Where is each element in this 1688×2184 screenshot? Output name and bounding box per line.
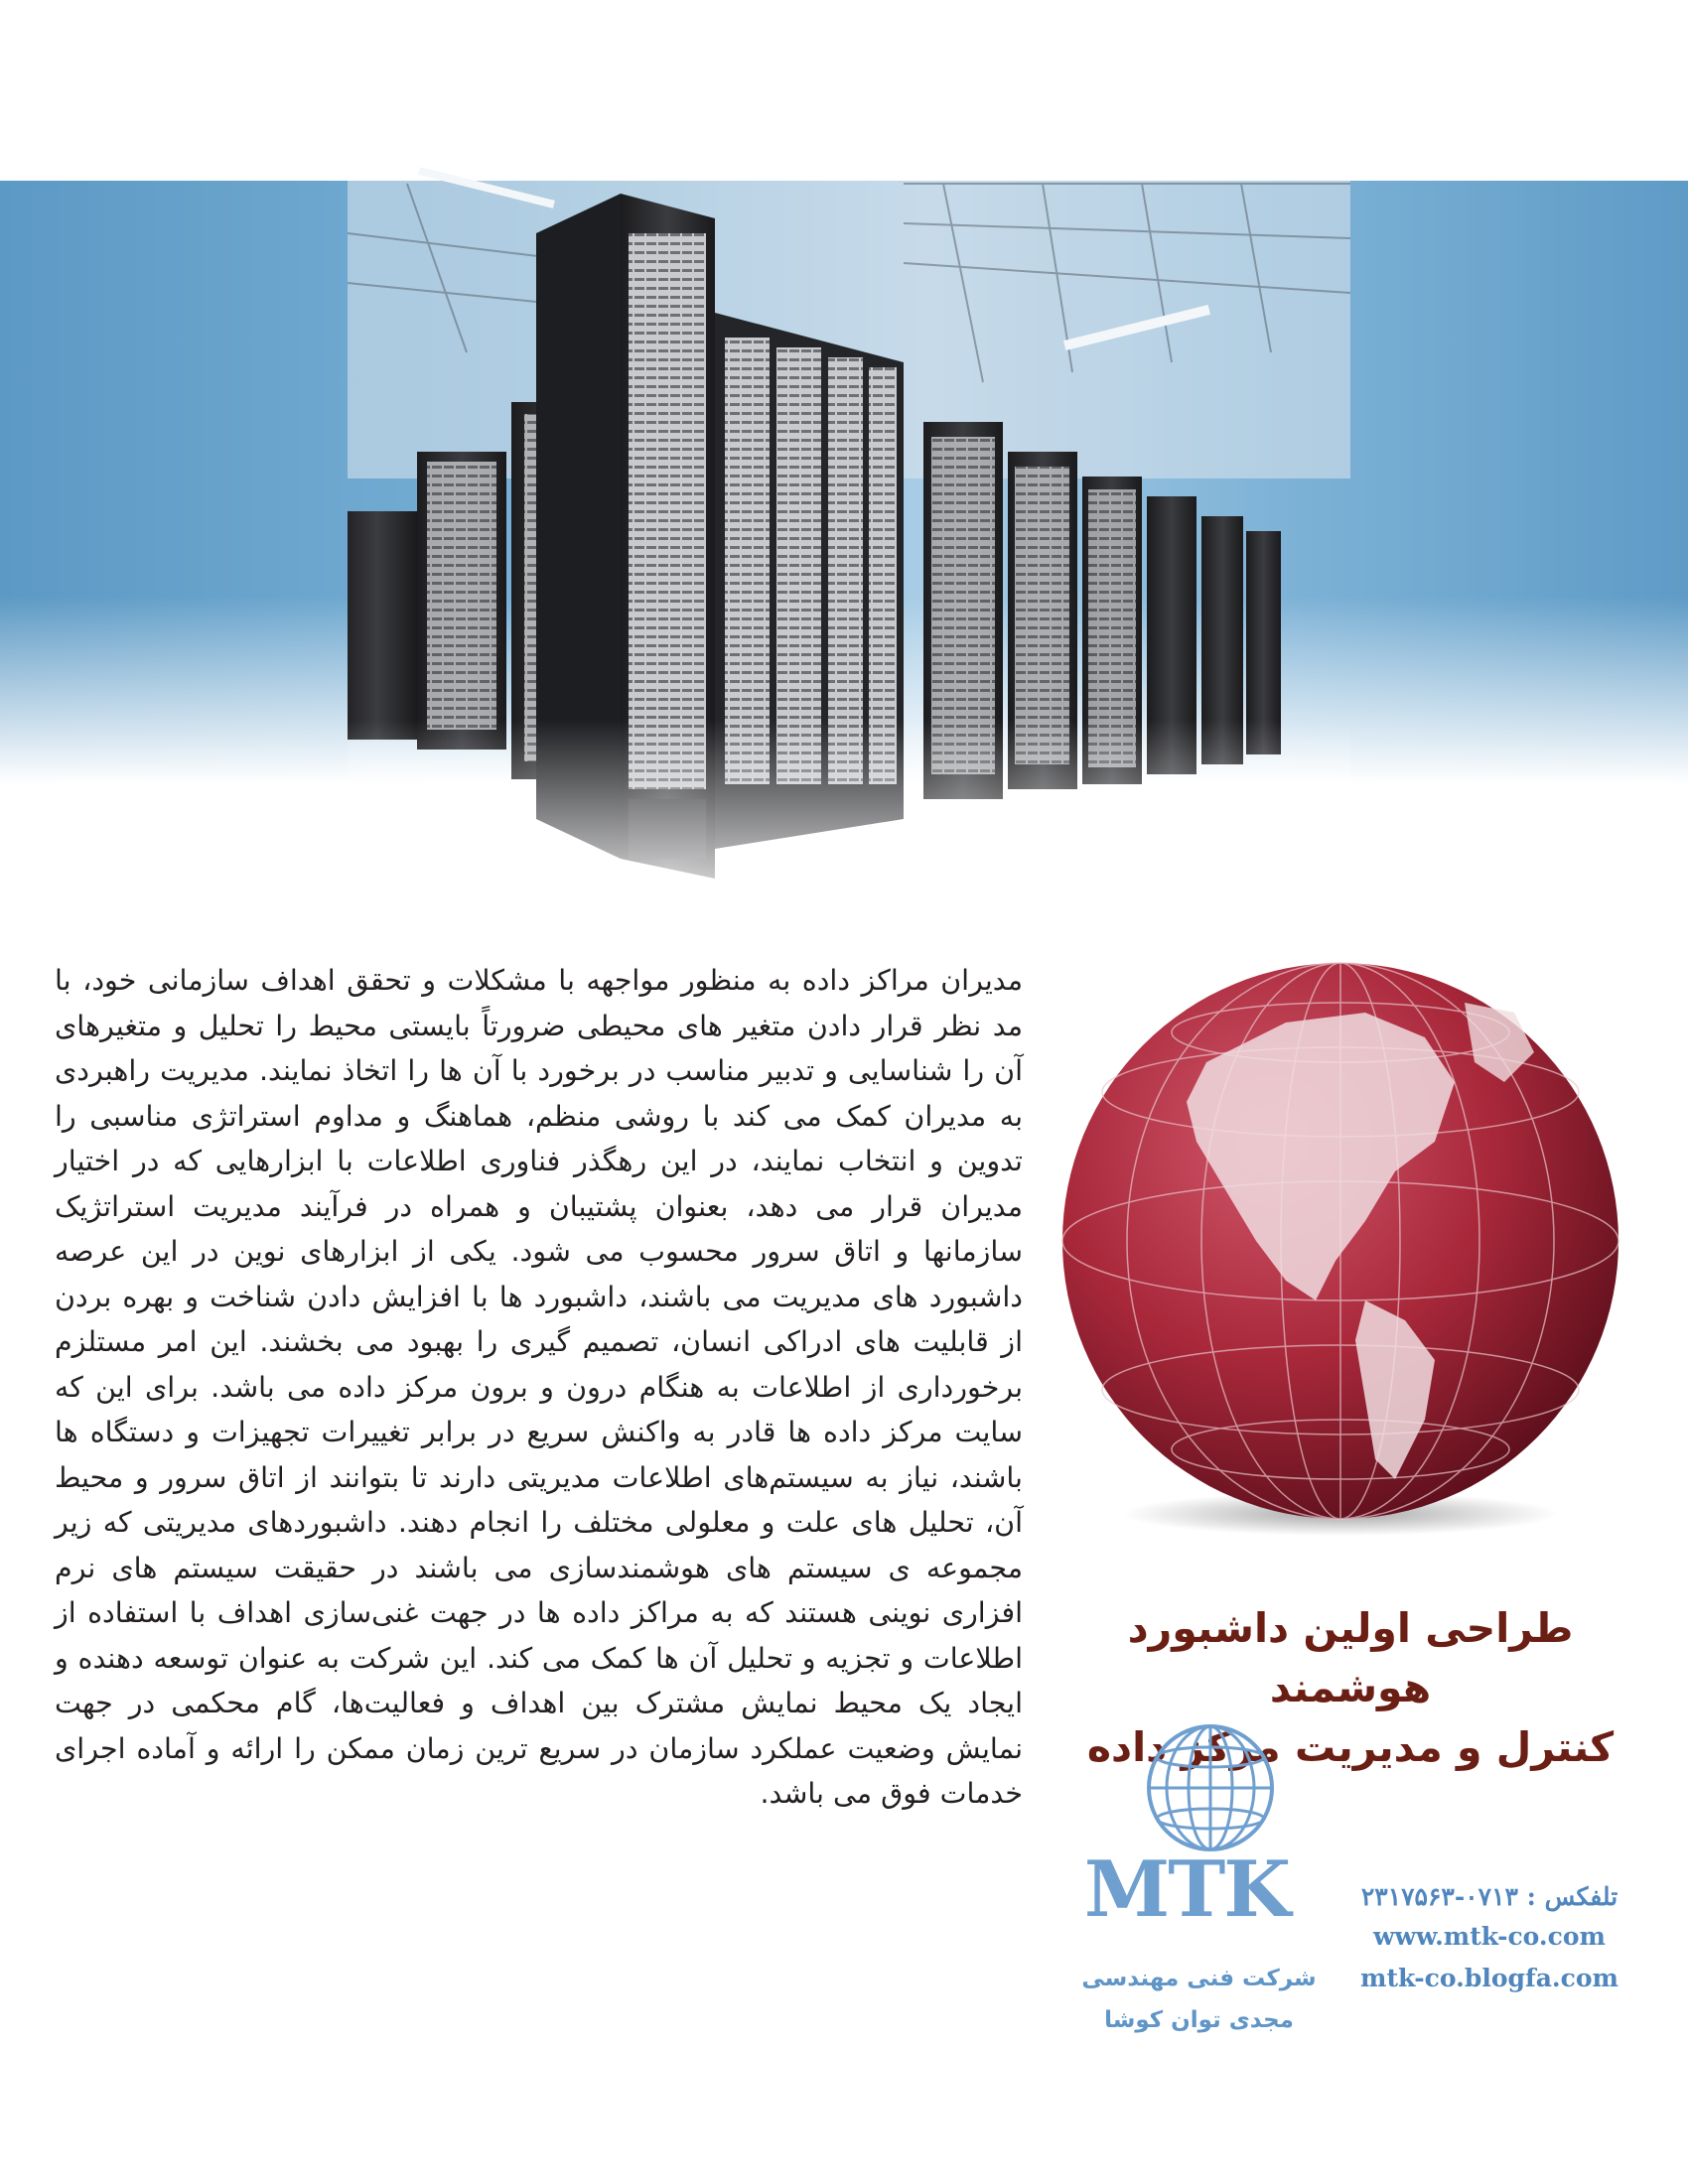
red-globe-image — [1038, 943, 1643, 1549]
contact-phone: تلفکس : ۰۷۱۳-۲۳۱۷۵۶۳ — [1360, 1882, 1618, 1911]
headline-line-2: کنترل و مدیریت مرکز داده — [1086, 1723, 1615, 1771]
server-room-photo — [348, 124, 1350, 928]
contact-blog[interactable]: mtk-co.blogfa.com — [1360, 1964, 1618, 1992]
logo-company-line-2: مجدی توان کوشا — [1104, 2007, 1294, 2033]
mtk-logo-text: MTK — [1083, 1844, 1290, 1935]
article-body: مدیران مراکز داده به منظور مواجهه با مشکلات و تحقق اهداف سازمانی خود، با مد نظر قرار دادن متغیر های محیطی ضرورتاً بایستی محیط را تحلیل و متغیرهای آن را شناسایی و تدبیر مناسب در برخورد با آن ها را اتخاذ نمایند. مدیریت راهبردی به مدیران کمک می کند با روشی منظم، هماهنگ و مداوم استراتژی مناسبی را تدوین و انتخاب نمایند، در این رهگذر فناوری اطلاعات با ابزارهایی که در اختیار مدیران قرار می دهد، بعنوان پشتیبان و همراه در فرآیند مدیریت استراتژیک سازمانها و اتاق سرور محسوب می شود. یکی از ابزارهای نوین در این عرصه داشبورد های مدیریت می باشند، داشبورد ها با افزایش دادن شناخت و بهره بردن از قابلیت های ادراکی انسان، تصمیم گیری را بهبود می بخشند. این امر مستلزم برخورداری از اطلاعات به هنگام درون و برون مرکز داده می باشد. برای این که سایت مرکز داده ها قادر به واکنش سریع در برابر تغییرات تجهیزات و دستگاه ها باشند، نیاز به سیستم‌های اطلاعات مدیریتی دارند تا بتوانند از اتاق سرور و محیط آن، تحلیل های علت و معلولی مختلف را انجام دهند. داشبوردهای مدیریتی که زیر مجموعه ی سیستم های هوشمندسازی می باشند در حقیقت سیستم های نرم افزاری نوینی هستند که به مراکز داده ها در جهت غنی‌سازی اهداف با استفاده از اطلاعات و تجزیه و تحلیل آن ها کمک می کند. این شرکت به عنوان توسعه دهنده و ایجاد یک محیط نمایش مشترک بین اهداف و فعالیت‌ها، گام محکمی در جهت نمایش وضعیت عملکرد سازمان در سریع ترین زمان ممکن را ارائه و آماده اجرای خدمات فوق می باشد. — [55, 964, 1023, 1810]
contact-website[interactable]: www.mtk-co.com — [1373, 1922, 1606, 1951]
mtk-globe-icon — [1140, 1717, 1281, 1858]
headline-line-1: طراحی اولین داشبورد هوشمند — [1127, 1604, 1574, 1711]
logo-company-line-1: شرکت فنی مهندسی — [1081, 1966, 1317, 1991]
